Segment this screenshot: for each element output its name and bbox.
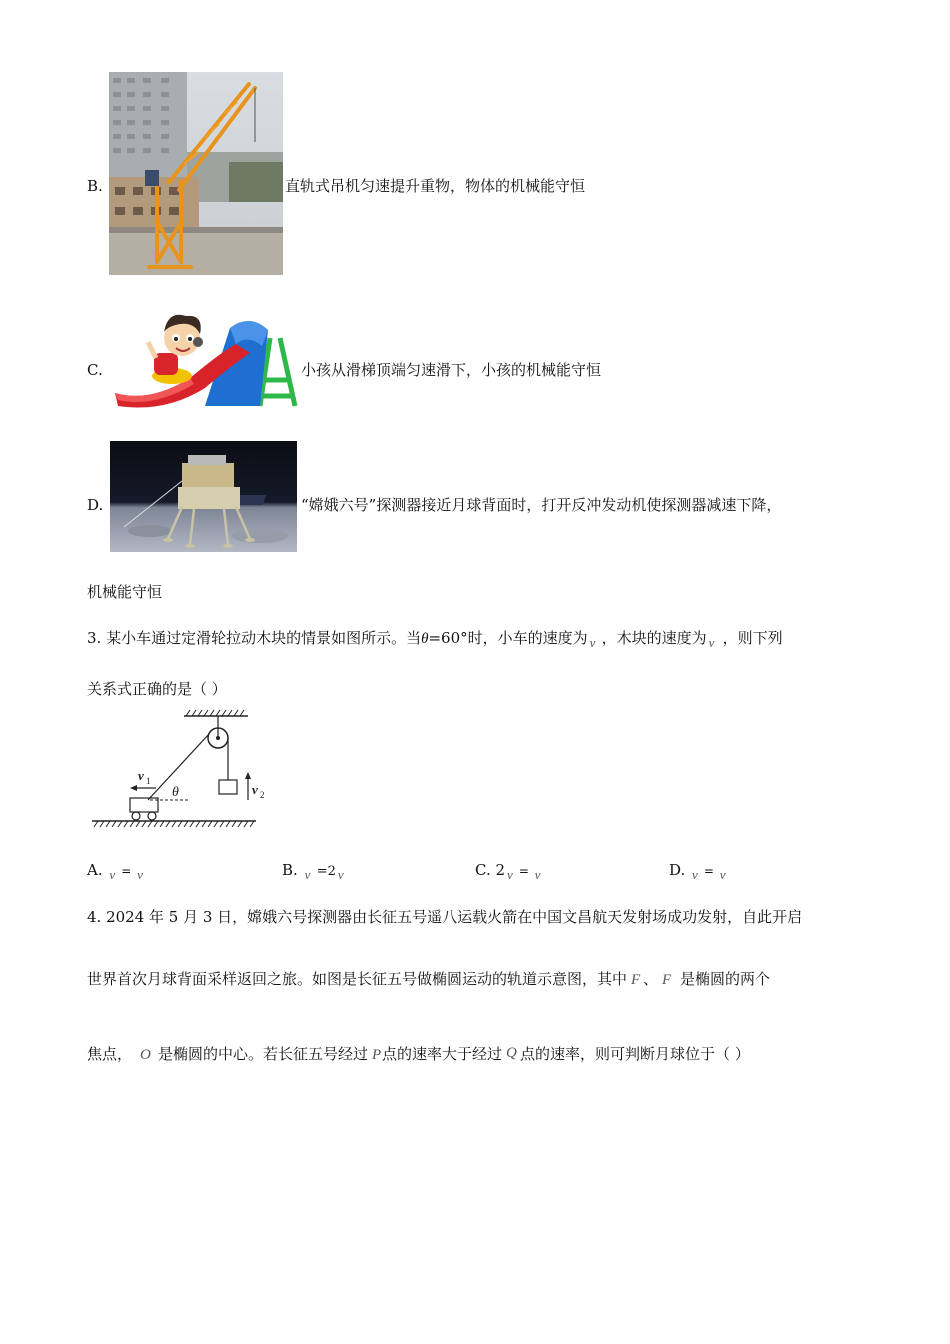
q3-stem-part1: 3. 某小车通过定滑轮拉动木块的情景如图所示。当 (87, 629, 422, 647)
q4-line1: 4. 2024 年 5 月 3 日，嫦娥六号探测器由长征五号遥八运载火箭在中国文昌航天发射场成功发射，自此开启 (87, 908, 803, 926)
q3-option-a-var1: v (109, 867, 116, 882)
q3-option-b-var2: v (337, 867, 344, 882)
q3-fig-v1-label: v (138, 768, 144, 783)
q3-option-c-var2: v (534, 867, 541, 882)
q4-p-symbol: P (372, 1047, 382, 1063)
q4-line3-part3: 点的速率大于经过 (382, 1045, 503, 1063)
q3-option-b-letter: B. (282, 861, 298, 879)
q4-line3-part2: 是椭圆的中心。若长征五号经过 (158, 1045, 369, 1063)
q3-option-d-var2: v (719, 867, 726, 882)
q3-option-b (282, 860, 348, 882)
q3-option-a (87, 860, 147, 881)
option-b-letter: B. (87, 177, 103, 195)
q4-q-symbol: Q (506, 1045, 517, 1061)
q3-stem-part4: ，则下列 (722, 629, 783, 647)
q3-fig-v2-label: v (252, 782, 258, 797)
q3-fig-v2-sub: 2 (260, 790, 265, 800)
q4-line3 (87, 1044, 750, 1064)
q4-line2-part1: 世界首次月球背面采样返回之旅。如图是长征五号做椭圆运动的轨道示意图，其中 (87, 970, 628, 988)
option-c-text: 小孩从滑梯顶端匀速滑下，小孩的机械能守恒 (301, 361, 602, 379)
q4-line2 (87, 969, 770, 989)
q3-option-a-var2: v (137, 867, 143, 882)
q3-stem-part2: =60°时，小车的速度为 (428, 629, 588, 647)
q3-option-d-letter: D. (669, 861, 686, 879)
option-d-text: “嫦娥六号”探测器接近月球背面时，打开反冲发动机使探测器减速下降， (301, 496, 782, 514)
q3-fig-v1-sub: 1 (146, 776, 151, 786)
q3-pulley-figure (88, 708, 278, 833)
q4-line3-part4: 点的速率，则可判断月球位于（ ） (520, 1045, 750, 1063)
q3-option-d-mid: = (700, 864, 718, 878)
q3-option-c (475, 860, 545, 881)
option-b-text: 直轨式吊机匀速提升重物，物体的机械能守恒 (285, 177, 586, 195)
q3-v1-symbol: v (589, 635, 596, 650)
q4-f2-symbol: F (662, 972, 672, 988)
q3-option-c-letter: C. (475, 861, 491, 879)
q3-option-b-mid: =2 (312, 864, 336, 879)
q3-v2-symbol: v (708, 635, 715, 650)
q3-theta: θ (421, 631, 429, 647)
option-c-letter: C. (87, 361, 103, 379)
q3-option-a-letter: A. (87, 861, 103, 879)
q3-option-c-pre: 2 (495, 861, 506, 879)
q3-option-c-mid: = (515, 864, 533, 878)
option-d-letter: D. (87, 496, 104, 514)
q3-option-b-var1: v (304, 867, 311, 882)
q3-fig-theta: θ (172, 785, 179, 800)
q3-stem-line1 (87, 628, 783, 649)
q3-stem-part3: ，木块的速度为 (601, 629, 707, 647)
q4-o-symbol: O (140, 1047, 151, 1063)
q4-line2-part2: 是椭圆的两个 (680, 970, 771, 988)
slide-cartoon (110, 308, 300, 408)
q4-f1-symbol: F (631, 972, 641, 988)
q3-option-c-var1: v (507, 867, 513, 882)
crane-photo (109, 72, 283, 275)
q3-option-d-var1: v (692, 867, 698, 882)
q4-separator: 、 (643, 970, 659, 988)
option-d-continuation: 机械能守恒 (87, 583, 163, 601)
q4-line3-part1: 焦点， (87, 1045, 133, 1063)
change6-lander-image (110, 441, 297, 552)
q3-option-a-mid: = (117, 864, 136, 878)
q3-stem-line2: 关系式正确的是（ ） (87, 680, 227, 698)
q3-option-d (669, 860, 730, 881)
